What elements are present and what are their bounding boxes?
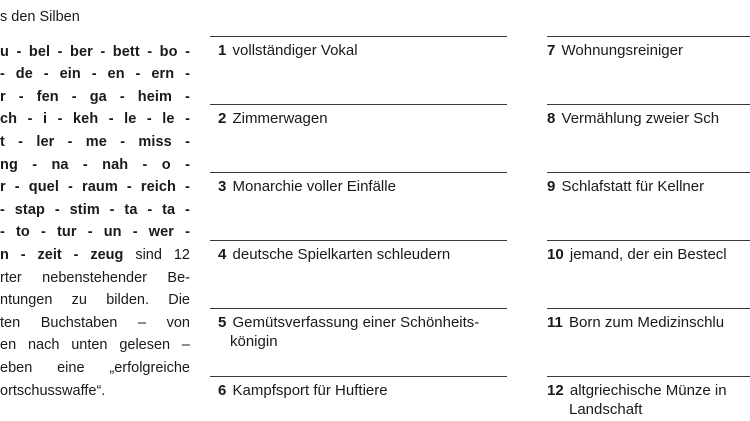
syllable-line: r - fen - ga - heim -: [0, 88, 190, 105]
syllable-line-mixed: [0, 244, 190, 267]
clue-number: 4: [218, 246, 227, 263]
clue-text: vollständiger Vokal: [232, 42, 358, 59]
syllable-line: - stap - stim - ta - ta -: [0, 201, 190, 218]
clue-text: jemand, der ein Bestecl: [569, 246, 727, 263]
clue-number: 1: [218, 42, 227, 59]
last-rest: sind 12: [123, 246, 190, 263]
clue-text: Zimmerwagen: [232, 110, 328, 127]
clue-item: [210, 308, 507, 351]
clue-text: Kampfsport für Huftiere: [232, 382, 388, 399]
clue-number: 3: [218, 178, 227, 195]
instruction-line: ten Buchstaben – von: [0, 314, 190, 331]
clue-item: [547, 36, 750, 60]
syllable-line: - to - tur - un - wer -: [0, 224, 190, 241]
clue-number: 11: [547, 314, 563, 331]
clue-item: [547, 240, 750, 264]
clue-item: [210, 36, 507, 60]
clue-text-continued: Landschaft: [569, 401, 643, 418]
syllable-puzzle-instructions: [0, 0, 190, 402]
clue-number: 12: [547, 382, 564, 399]
clue-item: [210, 240, 507, 264]
instruction-line: rter nebenstehender Be-: [0, 269, 190, 286]
clue-text: deutsche Spielkarten schleudern: [232, 246, 451, 263]
instruction-line: en nach unten gelesen –: [0, 337, 190, 354]
clue-number: 10: [547, 246, 564, 263]
instruction-line: ntungen zu bilden. Die: [0, 292, 190, 309]
clue-text: altgriechische Münze in: [569, 382, 727, 399]
clue-number: 2: [218, 110, 227, 127]
clue-number: 6: [218, 382, 227, 399]
clue-item: [210, 104, 507, 128]
clue-item: [547, 104, 750, 128]
clue-item: [210, 172, 507, 196]
syllable-line: ch - i - keh - le - le -: [0, 111, 190, 128]
clue-number: 5: [218, 314, 227, 331]
intro-line: s den Silben: [0, 9, 80, 25]
clue-text: Monarchie voller Einfälle: [232, 178, 396, 195]
syllable-line: t - ler - me - miss -: [0, 133, 190, 150]
clue-text-continued: königin: [230, 333, 278, 350]
instruction-line: ortschusswaffe“.: [0, 382, 106, 399]
clue-item: [547, 308, 750, 332]
syllable-line: u - bel - ber - bett - bo -: [0, 43, 190, 60]
clue-text: Vermählung zweier Sch: [561, 110, 720, 127]
instruction-line: eben eine „erfolgreiche: [0, 359, 190, 376]
clue-text: Wohnungsreiniger: [561, 42, 683, 59]
syllable-line: - de - ein - en - ern -: [0, 66, 190, 83]
syllable-line: ng - na - nah - o -: [0, 156, 190, 173]
clue-item: [547, 376, 750, 419]
syllable-line: r - quel - raum - reich -: [0, 179, 190, 196]
clue-text: Schlafstatt für Kellner: [561, 178, 705, 195]
clue-text: Gemütsverfassung einer Schönheits-: [232, 314, 480, 331]
clue-item: [210, 376, 507, 400]
clue-text: Born zum Medizinschlu: [569, 314, 725, 331]
clue-number: 7: [547, 42, 556, 59]
last-syllables: n - zeit - zeug: [0, 246, 124, 263]
clue-number: 8: [547, 110, 556, 127]
clue-item: [547, 172, 750, 196]
clue-number: 9: [547, 178, 556, 195]
